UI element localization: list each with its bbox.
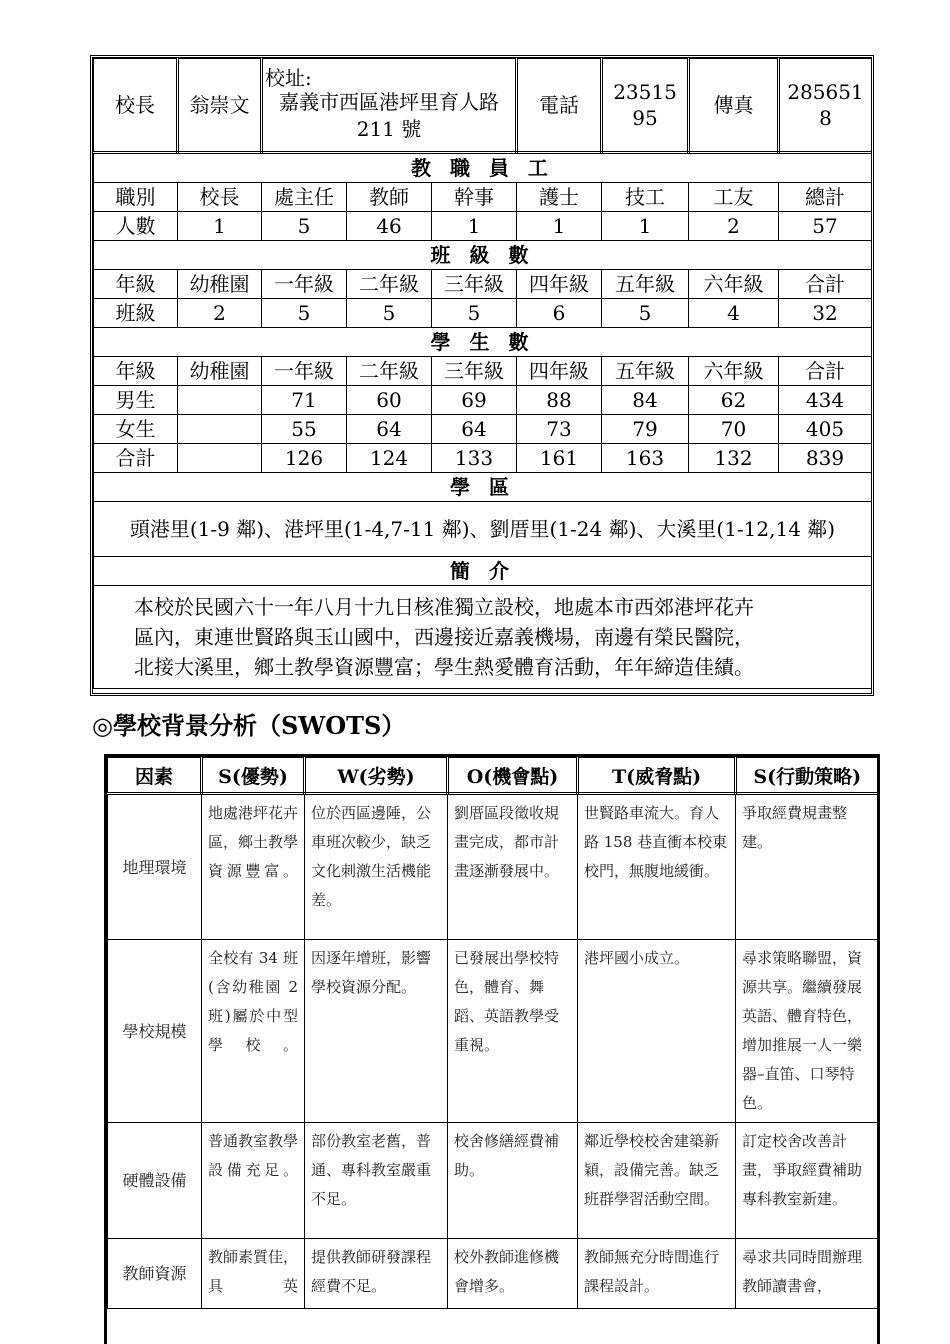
- table-cell: 5: [262, 212, 347, 241]
- table-cell: 人數: [94, 212, 178, 241]
- table-cell: 1: [517, 212, 602, 241]
- staff-section-title: 教 職 員 工: [94, 153, 872, 183]
- table-cell: 合計: [94, 444, 178, 473]
- table-cell: 126: [262, 444, 347, 473]
- swot-header-strength: S(優勢): [202, 758, 305, 794]
- address-cell: [262, 59, 517, 153]
- table-cell: 校長: [178, 183, 262, 212]
- classes-header-row: [94, 270, 872, 299]
- table-cell: 4: [689, 299, 779, 328]
- swot-header-row: [108, 758, 878, 794]
- students-female-row: [94, 415, 872, 444]
- swot-row: [108, 794, 878, 940]
- swot-cell-s: 地處港坪花卉區，鄉土教學資源豐富。: [202, 794, 305, 940]
- swot-cell-w: 提供教師研發課程經費不足。: [305, 1239, 448, 1309]
- table-cell: 年級: [94, 357, 178, 386]
- table-cell: 71: [262, 386, 347, 415]
- students-total-row: [94, 444, 872, 473]
- table-cell: 合計: [779, 270, 872, 299]
- table-cell: 73: [517, 415, 602, 444]
- table-cell: [178, 415, 262, 444]
- swot-cell-o: 劉厝區段徵收規畫完成，都市計畫逐漸發展中。: [448, 794, 578, 940]
- intro-line: 本校於民國六十一年八月十九日核准獨立設校，地處本市西郊港坪花卉: [134, 595, 754, 619]
- table-cell: 幼稚園: [178, 270, 262, 299]
- phone-number: 2351595: [613, 80, 677, 130]
- swot-header-factor: 因素: [108, 758, 202, 794]
- table-cell: 5: [347, 299, 432, 328]
- swot-heading: ◎學校背景分析（SWOTS）: [92, 711, 406, 740]
- table-cell: 二年級: [347, 357, 432, 386]
- swot-row: [108, 940, 878, 1123]
- table-cell: 幼稚園: [178, 357, 262, 386]
- table-cell: 124: [347, 444, 432, 473]
- students-section-title: 學 生 數: [94, 328, 872, 357]
- table-cell: 434: [779, 386, 872, 415]
- table-cell: 163: [602, 444, 689, 473]
- table-cell: 五年級: [602, 357, 689, 386]
- address-label: 校址:: [265, 66, 312, 90]
- table-cell: 88: [517, 386, 602, 415]
- swot-cell-action: 訂定校舍改善計畫，爭取經費補助專科教室新建。: [736, 1123, 878, 1239]
- table-cell: 1: [178, 212, 262, 241]
- table-cell: 2: [178, 299, 262, 328]
- table-cell: 55: [262, 415, 347, 444]
- fax-number: 2856518: [787, 80, 864, 130]
- swot-cell-o: 已發展出學校特色，體育、舞蹈、英語教學受重視。: [448, 940, 578, 1123]
- school-info-table: [90, 55, 874, 696]
- table-cell: [178, 386, 262, 415]
- district-section-title: 學 區: [94, 473, 872, 502]
- swot-cell-action: 爭取經費規畫整建。: [736, 794, 878, 940]
- table-cell: 57: [779, 212, 872, 241]
- table-cell: 69: [432, 386, 517, 415]
- table-cell: 教師: [347, 183, 432, 212]
- table-cell: 六年級: [689, 270, 779, 299]
- table-cell: [178, 444, 262, 473]
- intro-line: 北接大溪里，鄉土教學資源豐富；學生熱愛體育活動，年年締造佳績。: [134, 655, 754, 679]
- swot-factor: 學校規模: [108, 940, 202, 1123]
- swot-cell-s: 全校有 34 班(含幼稚園 2 班)屬於中型學校。: [202, 940, 305, 1123]
- table-cell: 班級: [94, 299, 178, 328]
- swot-cell-t: 港坪國小成立。: [578, 940, 736, 1123]
- swot-row: [108, 1239, 878, 1309]
- table-cell: 5: [602, 299, 689, 328]
- intro-text: [94, 586, 872, 689]
- table-cell: 年級: [94, 270, 178, 299]
- table-cell: 六年級: [689, 357, 779, 386]
- table-cell: 男生: [94, 386, 178, 415]
- table-cell: 五年級: [602, 270, 689, 299]
- table-cell: 5: [432, 299, 517, 328]
- swot-header-weakness: W(劣勢): [305, 758, 448, 794]
- fax-label: 傳真: [689, 59, 779, 153]
- table-cell: 處主任: [262, 183, 347, 212]
- principal-label: 校長: [94, 59, 178, 153]
- table-cell: 5: [262, 299, 347, 328]
- table-cell: 職別: [94, 183, 178, 212]
- table-cell: 三年級: [432, 357, 517, 386]
- swot-factor: 硬體設備: [108, 1123, 202, 1239]
- swot-header-opportunity: O(機會點): [448, 758, 578, 794]
- swot-cell-action: 尋求共同時間辦理教師讀書會，: [736, 1239, 878, 1309]
- swot-cell-o: 校外教師進修機會增多。: [448, 1239, 578, 1309]
- staff-count-row: [94, 212, 872, 241]
- table-cell: 132: [689, 444, 779, 473]
- table-cell: 60: [347, 386, 432, 415]
- table-cell: 133: [432, 444, 517, 473]
- table-cell: 技工: [602, 183, 689, 212]
- table-cell: 合計: [779, 357, 872, 386]
- swot-header-strategy: S(行動策略): [736, 758, 878, 794]
- principal-name: 翁崇文: [178, 59, 262, 153]
- table-cell: 839: [779, 444, 872, 473]
- table-cell: 6: [517, 299, 602, 328]
- table-cell: 161: [517, 444, 602, 473]
- swot-table: [104, 754, 880, 1344]
- swot-cell-o: 校舍修繕經費補助。: [448, 1123, 578, 1239]
- fax-value: [779, 59, 872, 153]
- table-cell: 四年級: [517, 270, 602, 299]
- table-cell: 32: [779, 299, 872, 328]
- table-cell: 79: [602, 415, 689, 444]
- swot-cell-w: 因逐年增班，影響學校資源分配。: [305, 940, 448, 1123]
- table-cell: 工友: [689, 183, 779, 212]
- table-cell: 1: [432, 212, 517, 241]
- swot-cell-w: 位於西區邊陲，公車班次較少，缺乏文化刺激生活機能差。: [305, 794, 448, 940]
- students-male-row: [94, 386, 872, 415]
- table-cell: 四年級: [517, 357, 602, 386]
- table-cell: 46: [347, 212, 432, 241]
- swot-header-threat: T(威脅點): [578, 758, 736, 794]
- table-cell: 62: [689, 386, 779, 415]
- classes-count-row: [94, 299, 872, 328]
- table-cell: 1: [602, 212, 689, 241]
- district-text: 頭港里(1-9 鄰)、港坪里(1-4,7-11 鄰)、劉厝里(1-24 鄰)、大溪里(1-12,14 鄰): [94, 502, 872, 557]
- students-header-row: [94, 357, 872, 386]
- table-cell: 幹事: [432, 183, 517, 212]
- table-cell: 64: [432, 415, 517, 444]
- swot-cell-action: 尋求策略聯盟，資源共享。繼續發展英語、體育特色，增加推展一人一樂器–直笛、口琴特色。: [736, 940, 878, 1123]
- swot-cell-s: 普通教室教學設備充足。: [202, 1123, 305, 1239]
- classes-section-title: 班 級 數: [94, 241, 872, 270]
- swot-row: [108, 1123, 878, 1239]
- table-cell: 一年級: [262, 270, 347, 299]
- swot-cell-t: 教師無充分時間進行課程設計。: [578, 1239, 736, 1309]
- phone-label: 電話: [517, 59, 602, 153]
- table-cell: 405: [779, 415, 872, 444]
- intro-section-title: 簡 介: [94, 557, 872, 586]
- table-cell: 一年級: [262, 357, 347, 386]
- table-cell: 二年級: [347, 270, 432, 299]
- table-cell: 70: [689, 415, 779, 444]
- swot-cell-t: 世賢路車流大。育人路 158 巷直衝本校東校門，無腹地緩衝。: [578, 794, 736, 940]
- swot-factor: 地理環境: [108, 794, 202, 940]
- table-cell: 84: [602, 386, 689, 415]
- staff-header-row: [94, 183, 872, 212]
- address-value: 嘉義市西區港坪里育人路 211 號: [279, 90, 499, 141]
- table-cell: 總計: [779, 183, 872, 212]
- table-cell: 64: [347, 415, 432, 444]
- phone-value: [602, 59, 689, 153]
- intro-line: 區內，東連世賢路與玉山國中，西邊接近嘉義機場，南邊有榮民醫院，: [134, 625, 754, 649]
- swot-cell-t: 鄰近學校校舍建築新穎，設備完善。缺乏班群學習活動空間。: [578, 1123, 736, 1239]
- swot-factor: 教師資源: [108, 1239, 202, 1309]
- table-cell: 2: [689, 212, 779, 241]
- table-cell: 護士: [517, 183, 602, 212]
- table-cell: 三年級: [432, 270, 517, 299]
- swot-cell-s: 教師素質佳，具英: [202, 1239, 305, 1309]
- swot-cell-w: 部份教室老舊，普通、專科教室嚴重不足。: [305, 1123, 448, 1239]
- table-cell: 女生: [94, 415, 178, 444]
